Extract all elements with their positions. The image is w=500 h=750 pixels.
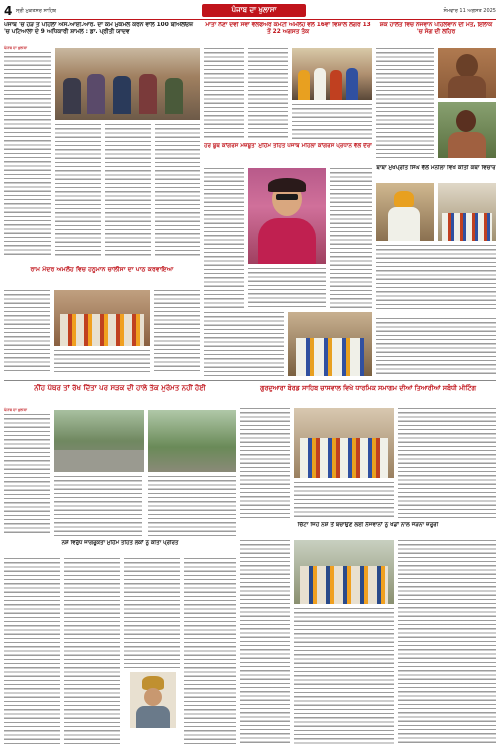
- text-column: [398, 540, 496, 744]
- story-right-mid: [376, 165, 496, 315]
- text-column: [376, 245, 496, 311]
- issue-date: ਸੋਮਵਾਰ 11 ਅਗਸਤ 2025: [443, 8, 496, 14]
- text-column: [292, 104, 372, 140]
- headline-top-right: ਸ਼ੱਕ ਹਾਲਤ ਵਿੱਚ ਨੌਜਵਾਨ ਪਹਿਲਵਾਨ ਦੀ ਮੌਤ, ਇਲਾਕੇ 'ਚ ਸੋਗ ਦੀ ਲਹਿਰ: [379, 22, 493, 35]
- text-column: [4, 290, 50, 374]
- headline-center: ਹਰ ਬੂਥ ਕਾਂਗਰਸ ਮਜ਼ਬੂਤ' ਮੁਹਿੰਮ ਤਹਿਤ ਪੰਜਾਬ ਮਹਿਲਾ ਕਾਂਗਰਸ ਪ੍ਰਧਾਨ ਵੱਲੋਂ ਦੌਰਾ: [204, 143, 372, 149]
- photo-katha: [376, 183, 434, 241]
- text-column: [204, 48, 244, 140]
- story-top-left: [4, 22, 200, 262]
- story-center-headline: [204, 143, 372, 165]
- headline-left-mid: ਰਾਮ ਮੰਦਰ ਅਮਲੋਹ ਵਿਚ ਹਨੂਮਾਨ ਚਾਲੀਸਾ ਦਾ ਪਾਠ ਕਰਵਾਇਆ: [30, 266, 174, 273]
- story-bottom-left: [4, 384, 236, 746]
- dateline-tl: ਪੰਜਾਬ ਦਾ ਖੁਲਾਸਾ: [4, 46, 28, 50]
- text-column: [155, 124, 200, 257]
- text-column: [148, 476, 236, 536]
- masthead: [4, 4, 496, 18]
- text-column: [4, 414, 50, 534]
- photo-road-2: [148, 410, 236, 472]
- text-column: [184, 558, 236, 744]
- text-column: [54, 476, 142, 536]
- dateline-bl: ਪੰਜਾਬ ਦਾ ਖੁਲਾਸਾ: [4, 408, 28, 412]
- text-column: [154, 290, 200, 374]
- headline-right-mid: ਬਾਬਾ ਮੁਖਪ੍ਰੀਤ ਸਿੰਘ ਵੱਲੋਂ ਮਨੀਲਾ ਵਿਖੇ ਕੀਤੀ ਕਥਾ ਵਿਚਾਰ: [376, 165, 496, 171]
- text-column: [4, 558, 60, 744]
- text-column: [294, 482, 394, 518]
- text-column: [248, 268, 326, 308]
- headline-bottom-left: ਨੀਂਹ ਪੱਥਰ ਤਾਂ ਰੱਖ ਦਿੱਤਾ ਪਰ ਸੜਕ ਦੀ ਹਾਲੇ ਤੱਕ ਮੁਰੰਮਤ ਨਹੀਂ ਹੋਈ: [34, 384, 206, 392]
- photo-portrait: [130, 672, 176, 728]
- text-column: [376, 318, 496, 376]
- text-column: [4, 52, 51, 257]
- story-top-right: [376, 22, 496, 162]
- photo-road: [54, 410, 144, 472]
- photo-sangat: [438, 183, 496, 241]
- section-banner: [202, 4, 306, 17]
- photo-certificates: [55, 48, 200, 120]
- text-column: [54, 350, 150, 374]
- headline-top-left: ਪੰਜਾਬ 'ਚ ਹੜ ਤੋਂ ਪਹਿਲਾਂ ਐਸ.ਆਈ.ਆਰ. ਦਾ ਕੰਮ ਮੁਕੰਮਲ ਕਰਨ ਵਾਲੇ 100 ਬੀਐਲਓਜ਼ 'ਚ ਪਟਿਆਲਾ ਦੇ 9 ਅਧਿਕਾਰੀ ਸ਼ਾਮਲ : ਡਾ. ਪ੍ਰੀਤੀ ਯਾਦਵ: [4, 22, 193, 35]
- story-bottom-right: [240, 384, 496, 746]
- text-column: [240, 408, 290, 518]
- text-column: [376, 48, 434, 158]
- text-column: [204, 168, 244, 308]
- photo-meeting-center: [288, 312, 372, 376]
- photo-gurdwara-meeting: [294, 408, 394, 478]
- text-column: [330, 168, 372, 308]
- photo-committee: [292, 48, 372, 100]
- photo-wrestler: [438, 48, 496, 98]
- text-column: [398, 408, 496, 518]
- photo-woman-leader: [248, 168, 326, 264]
- headline-top-center: ਮਾਤਾ ਨੈਣਾ ਦੇਵੀ ਸੇਵਾ ਵੈਲਫੇਅਰ ਕਮੇਟੀ ਅਮਲੋਹ ਵੱਲੋਂ 16ਵਾਂ ਵਿਸ਼ਾਲ ਲੰਗਰ 13 ਤੋਂ 22 ਅਗਸਤ ਤੱਕ: [205, 22, 371, 35]
- text-column: [55, 124, 101, 257]
- text-column: [240, 540, 290, 744]
- text-column: [248, 48, 288, 140]
- text-column: [204, 312, 284, 376]
- photo-youth-group: [294, 540, 394, 604]
- headline-bottom-right: ਗੁਰਦੁਆਰਾ ਬੋਰਡ ਸਾਹਿਬ ਚਾਸਵਾਲ ਵਿਖੇ ਧਾਰਮਿਕ ਸਮਾਗਮ ਦੀਆਂ ਤਿਆਰੀਆਂ ਸਬੰਧੀ ਮੀਟਿੰਗ: [260, 384, 476, 392]
- text-column: [64, 558, 120, 744]
- photo-temple: [54, 290, 150, 346]
- text-column: [294, 608, 394, 744]
- headline-bottom-right-sub: ਚਿੱਟਾ ਜਿਹੇ ਨਸ਼ੇ ਤੋਂ ਬਚਾਉਣ ਲਈ ਨੌਜਵਾਨਾਂ ਨੂੰ ਖੇਡਾਂ ਨਾਲ ਜੋੜਨਾ ਜ਼ਰੂਰੀ: [297, 522, 439, 528]
- story-top-center: [204, 22, 372, 142]
- story-left-mid: [4, 266, 200, 376]
- paper-name: ਸ੍ਰੀ ਮੁਕਤਸਰ ਸਾਹਿਬ: [16, 8, 57, 14]
- section-divider: [4, 380, 496, 381]
- photo-wrestler-2: [438, 102, 496, 158]
- section-title: ਪੰਜਾਬ ਦਾ ਖੁਲਾਸਾ: [231, 6, 277, 14]
- page-number: 4: [4, 4, 13, 18]
- text-column: [105, 124, 151, 257]
- text-column: [124, 558, 180, 668]
- headline-bottom-left-sub: ਨਸ਼ੇ ਵਿਰੁੱਧ ਜਾਗਰੂਕਤਾ ਮੁਹਿੰਮ ਤਹਿਤ ਲੋਕਾਂ ਨੂੰ ਕੀਤਾ ਪ੍ਰੇਰਿਤ: [61, 540, 179, 546]
- masthead-rule: [4, 19, 496, 20]
